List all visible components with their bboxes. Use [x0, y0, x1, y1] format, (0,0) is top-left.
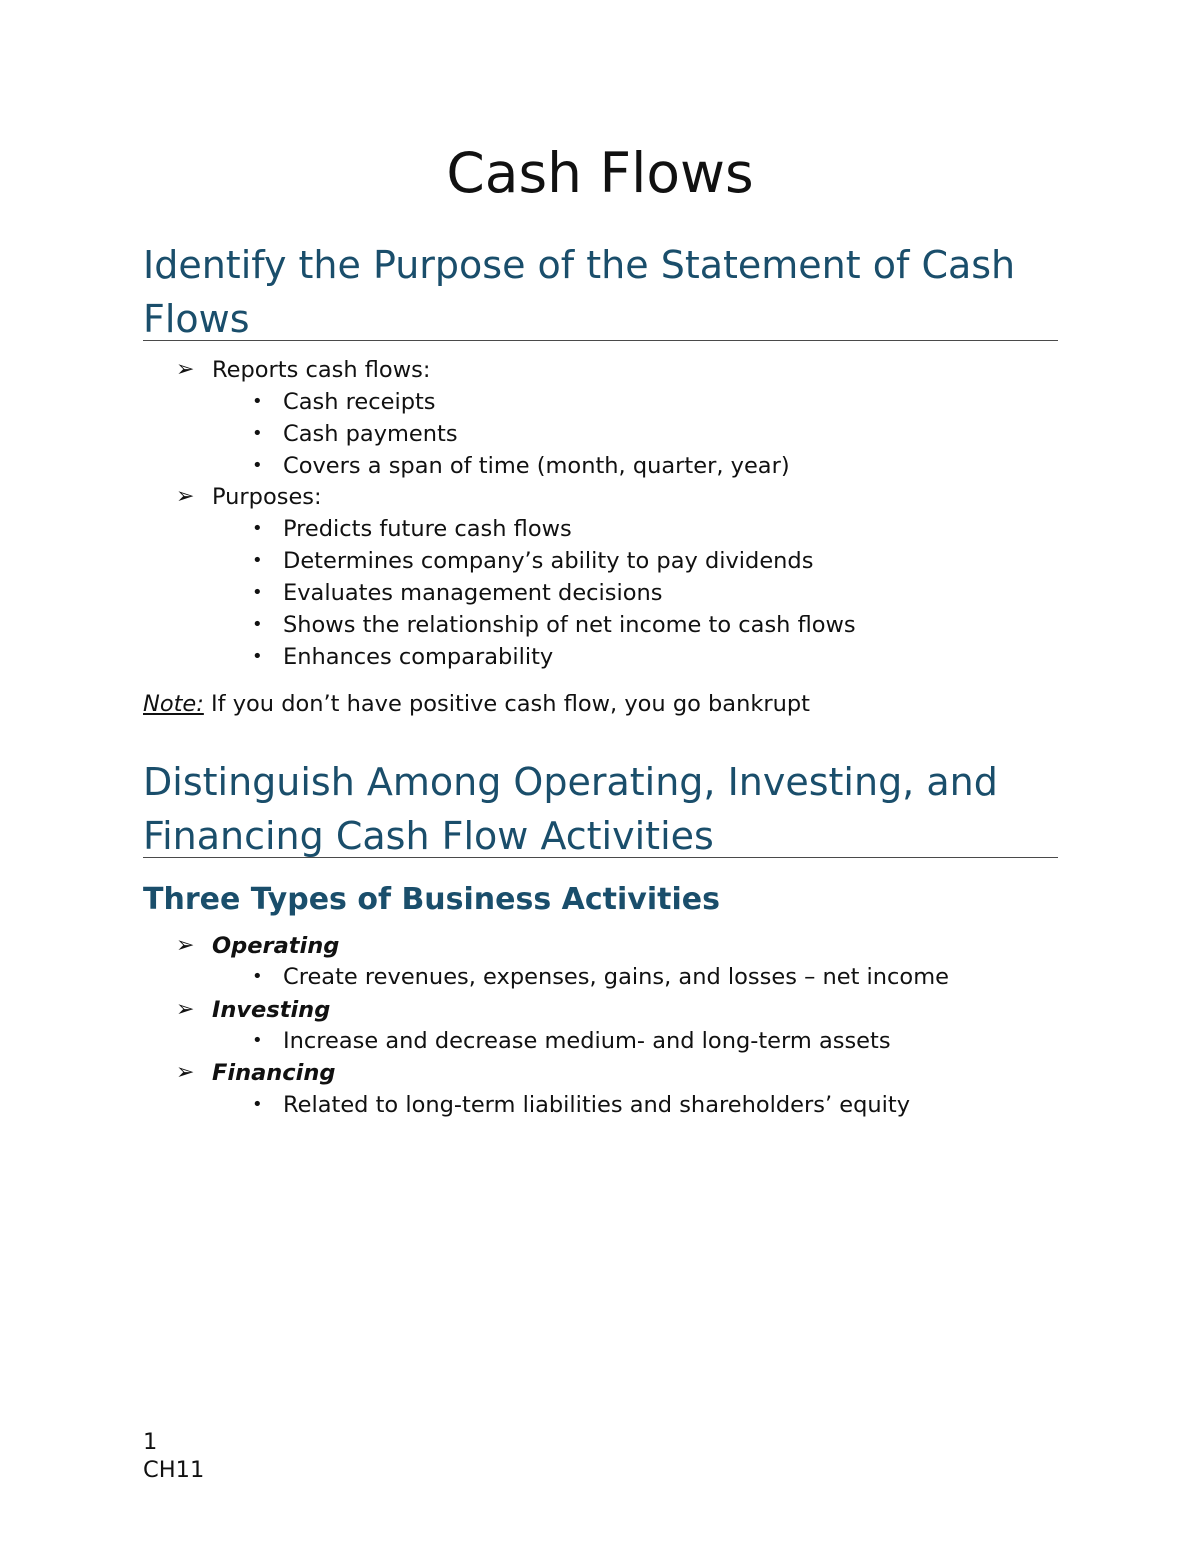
bullet-icon: •	[252, 391, 263, 412]
list-item: Related to long-term liabilities and shareholders’ equity	[283, 1092, 911, 1118]
bullet-icon: •	[252, 423, 263, 444]
bullet-icon: •	[252, 614, 263, 635]
arrow-bullet-icon: ➢	[176, 484, 195, 509]
arrow-bullet-icon: ➢	[176, 997, 195, 1022]
note-paragraph	[143, 688, 810, 720]
bullet-icon: •	[252, 455, 263, 476]
list-item: Create revenues, expenses, gains, and losses – net income	[283, 964, 949, 990]
section1-heading-rule	[143, 340, 1058, 341]
list-group-label: Purposes:	[212, 484, 322, 510]
list-item: Determines company’s ability to pay dividends	[283, 548, 814, 574]
page-number: 1	[143, 1429, 158, 1455]
activity-label-investing: Investing	[212, 997, 331, 1023]
list-item: Increase and decrease medium- and long-term assets	[283, 1028, 891, 1054]
arrow-bullet-icon: ➢	[176, 357, 195, 382]
list-group-label: Reports cash flows:	[212, 357, 431, 383]
list-item: Cash payments	[283, 421, 458, 447]
list-item: Covers a span of time (month, quarter, year)	[283, 453, 790, 479]
list-item: Shows the relationship of net income to cash flows	[283, 612, 856, 638]
document-title: Cash Flows	[446, 141, 754, 205]
bullet-icon: •	[252, 518, 263, 539]
chapter-label: CH11	[143, 1457, 205, 1483]
list-item: Predicts future cash flows	[283, 516, 572, 542]
note-label: Note:	[143, 691, 204, 717]
section1-heading: Identify the Purpose of the Statement of Cash Flows	[143, 243, 1016, 341]
activity-label-operating: Operating	[212, 933, 340, 959]
note-text: If you don’t have positive cash flow, you go bankrupt	[203, 691, 811, 717]
bullet-icon: •	[252, 646, 263, 667]
bullet-icon: •	[252, 1094, 263, 1115]
bullet-icon: •	[252, 966, 263, 987]
list-item: Enhances comparability	[283, 644, 554, 670]
section2-heading: Distinguish Among Operating, Investing, and Financing Cash Flow Activities	[143, 760, 998, 858]
section2-heading-rule	[143, 857, 1058, 858]
bullet-icon: •	[252, 550, 263, 571]
list-item: Cash receipts	[283, 389, 436, 415]
list-item: Evaluates management decisions	[283, 580, 663, 606]
arrow-bullet-icon: ➢	[176, 933, 195, 958]
bullet-icon: •	[252, 1030, 263, 1051]
arrow-bullet-icon: ➢	[176, 1060, 195, 1085]
bullet-icon: •	[252, 582, 263, 603]
activity-label-financing: Financing	[212, 1060, 336, 1086]
section2-subheading: Three Types of Business Activities	[143, 882, 720, 917]
